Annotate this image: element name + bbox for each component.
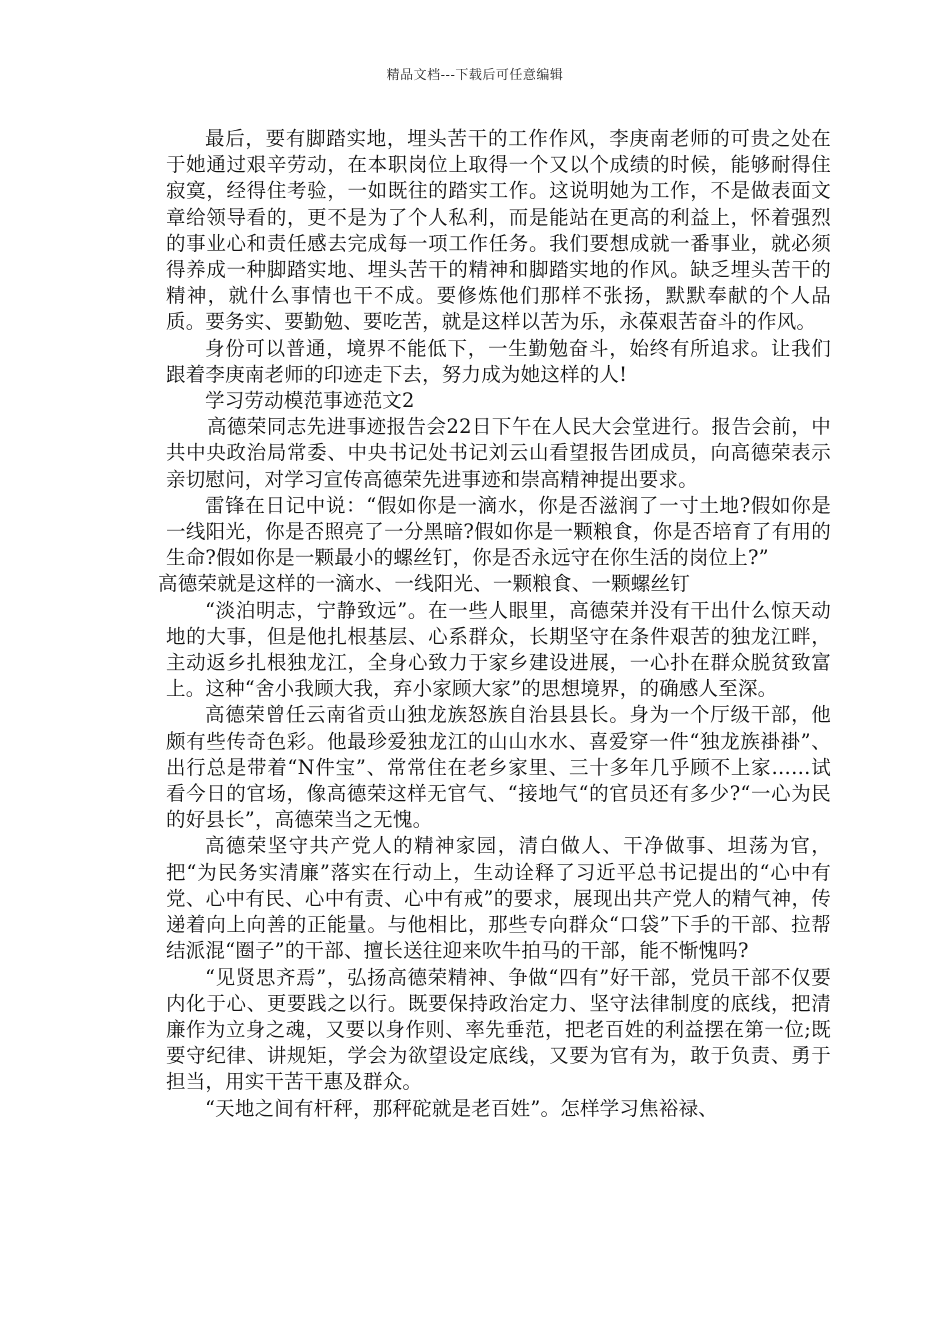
page-header: 精品文档---下载后可任意编辑 <box>386 68 564 83</box>
paragraph: “见贤思齐焉”，弘扬高德荣精神、争做“四有”好干部，党员干部不仅要内化于心、更要践之以行。既要保持政治定力、坚守法律制度的底线，把清廉作为立身之魂，又要以身作则、率先垂范，把老百姓的利益摆在第一位;既要守纪律、讲规矩，学会为欲望设定底线，又要为官有为，敢于负责、勇于担当，用实干苦干惠及群众。 <box>166 965 831 1094</box>
paragraph: 高德荣就是这样的一滴水、一线阳光、一颗粮食、一颗螺丝钉 <box>158 572 690 596</box>
paragraph: “淡泊明志，宁静致远”。在一些人眼里，高德荣并没有干出什么惊天动地的大事，但是他扎根基层、心系群众，长期坚守在条件艰苦的独龙江畔，主动返乡扎根独龙江，全身心致力于家乡建设进展，一心扑在群众脱贫致富上。这种“舍小我顾大我，弃小家顾大家”的思想境界，的确感人至深。 <box>166 598 831 701</box>
paragraph: 高德荣同志先进事迹报告会22日下午在人民大会堂进行。报告会前，中共中央政治局常委、中央书记处书记刘云山看望报告团成员，向高德荣表示亲切慰问，对学习宣传高德荣先进事迹和崇高精神提出要求。 <box>166 415 831 491</box>
paragraph: 高德荣坚守共产党人的精神家园，清白做人、干净做事、坦荡为官，把“为民务实清廉”落实在行动上，生动诠释了习近平总书记提出的“心中有党、心中有民、心中有责、心中有戒”的要求，展现出共产党人的精气神，传递着向上向善的正能量。与他相比，那些专向群众“口袋”下手的干部、拉帮结派混“圈子”的干部、擅长送往迎来吹牛拍马的干部，能不惭愧吗? <box>166 834 831 963</box>
paragraph: “天地之间有杆秤，那秤砣就是老百姓”。怎样学习焦裕禄、 <box>205 1096 718 1120</box>
paragraph: 身份可以普通，境界不能低下，一生勤勉奋斗，始终有所追求。让我们跟着李庚南老师的印迹走下去，努力成为她这样的人! <box>166 336 831 386</box>
section-heading: 学习劳动模范事迹范文2 <box>205 389 415 413</box>
paragraph: 雷锋在日记中说：“假如你是一滴水，你是否滋润了一寸土地?假如你是一线阳光，你是否照亮了一分黑暗?假如你是一颗粮食，你是否培育了有用的生命?假如你是一颗最小的螺丝钉，你是否永远守在你生活的岗位上?” <box>166 493 831 570</box>
paragraph: 最后，要有脚踏实地，埋头苦干的工作作风，李庚南老师的可贵之处在于她通过艰辛劳动，在本职岗位上取得一个又以个成绩的时候，能够耐得住寂寞，经得住考验，一如既往的踏实工作。这说明她为工作，不是做表面文章给领导看的，更不是为了个人私利，而是能站在更高的利益上，怀着强烈的事业心和责任感去完成每一项工作任务。我们要想成就一番事业，就必须得养成一种脚踏实地、埋头苦干的精神和脚踏实地的作风。缺乏埋头苦干的精神，就什么事情也干不成。要修炼他们那样不张扬，默默奉献的个人品质。要务实、要勤勉、要吃苦，就是这样以苦为乐，永葆艰苦奋斗的作风。 <box>166 127 831 334</box>
paragraph: 高德荣曾任云南省贡山独龙族怒族自治县县长。身为一个厅级干部，他颇有些传奇色彩。他最珍爱独龙江的山山水水、喜爱穿一件“独龙族褂褂”、出行总是带着“N件宝”、常常住在老乡家里、三十多年几乎顾不上家……试看今日的官场，像高德荣这样无官气、“接地气“的官员还有多少?“一心为民的好县长”，高德荣当之无愧。 <box>166 703 831 832</box>
document-body <box>158 126 831 1122</box>
